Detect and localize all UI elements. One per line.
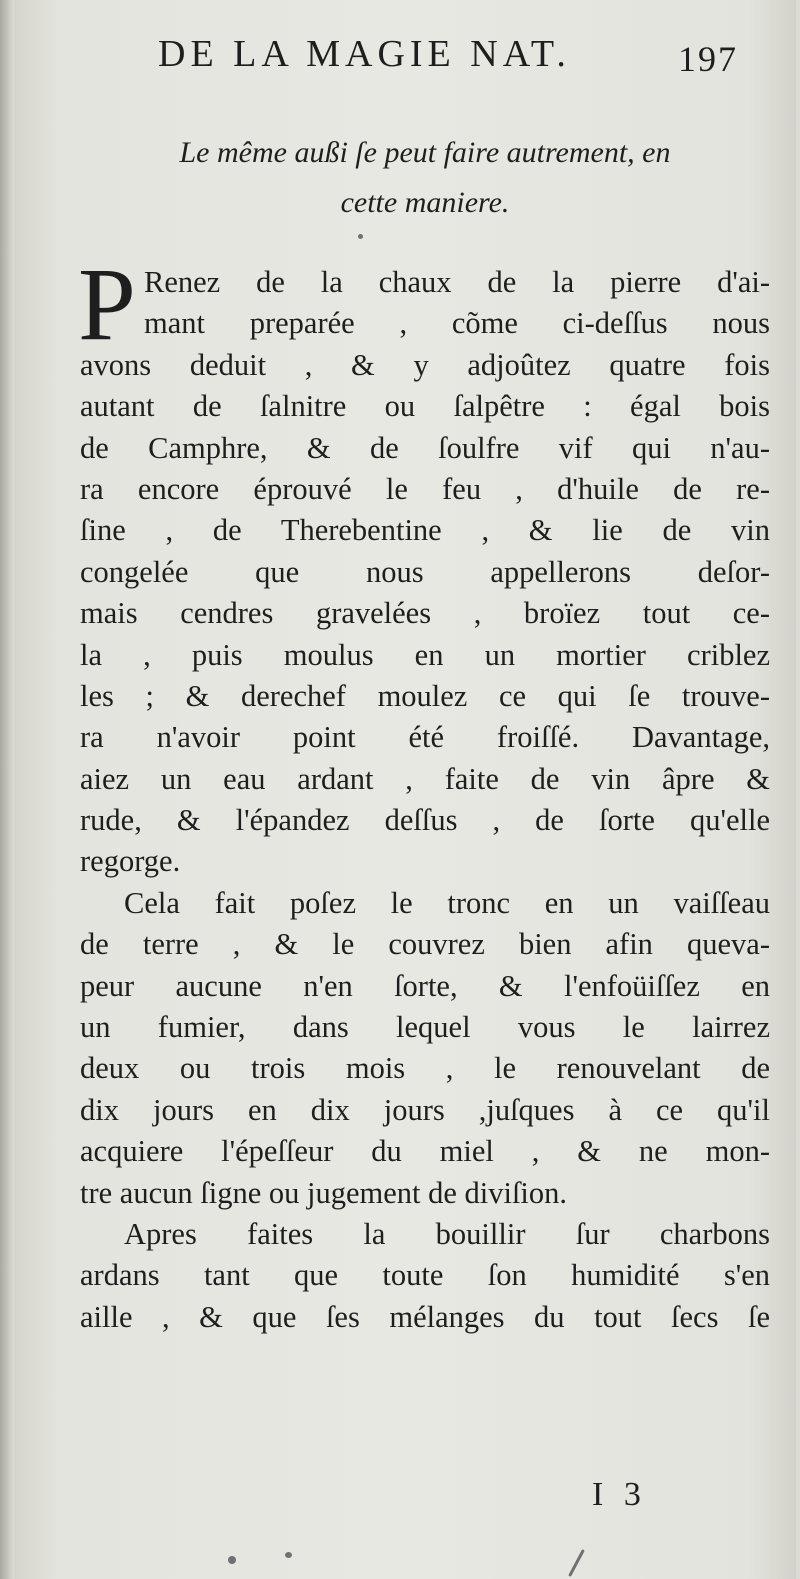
page-number: 197: [678, 39, 738, 79]
body-text: [78, 247, 770, 1338]
text-line: la , puis moulus en un mortier criblez: [80, 637, 770, 672]
section-heading: [80, 128, 770, 228]
text-line: autant de ſalnitre ou ſalpêtre : égal bois: [80, 389, 770, 424]
text-line: peur aucune n'en ſorte, & l'enfoüiſſez en: [80, 968, 770, 1003]
text-line: regorge.: [80, 844, 181, 879]
text-line: tre aucun ſigne ou jugement de diviſion.: [80, 1175, 568, 1210]
text-line: congelée que nous appellerons deſor-: [80, 554, 770, 589]
text-line: ra n'avoir point été froiſſé. Davantage,: [80, 720, 770, 755]
text-line: les ; & derechef moulez ce qui ſe trouve-: [80, 678, 770, 713]
text-line: deux ou trois mois , le renouvelant de: [80, 1051, 770, 1086]
text-line: aille , & que ſes mélanges du tout ſecs ſe: [80, 1299, 770, 1334]
text-line: Renez de la chaux de la pierre d'ai-: [144, 265, 770, 299]
text-line: mais cendres gravelées , broïez tout ce-: [80, 596, 770, 631]
text-line: acquiere l'épeſſeur du miel , & ne mon-: [80, 1134, 770, 1169]
signature-mark: I 3: [592, 1476, 647, 1513]
text-line: ardans tant que toute ſon humidité s'en: [80, 1258, 770, 1293]
paper-speck: [285, 1552, 292, 1558]
section-heading-line-2: cette maniere.: [340, 186, 510, 219]
text-line: ſine , de Therebentine , & lie de vin: [80, 513, 770, 548]
text-line: de Camphre, & de ſoulfre vif qui n'au-: [80, 430, 770, 465]
text-line: aiez un eau ardant , faite de vin âpre &: [80, 761, 770, 796]
paper-speck: [228, 1556, 236, 1564]
text-line: de terre , & le couvrez bien afin queva-: [80, 927, 770, 962]
drop-cap: P: [78, 247, 136, 362]
text-line: ra encore éprouvé le feu , d'huile de re-: [80, 471, 770, 506]
text-line: rude, & l'épandez deſſus , de ſorte qu'elle: [80, 803, 770, 838]
paper-speck: [358, 234, 363, 239]
running-head: [0, 22, 800, 82]
text-line: mant preparée , cõme ci-deſſus nous: [144, 306, 770, 341]
page-gutter-shadow: [0, 0, 14, 1579]
section-heading-line-1: Le même außi ſe peut faire autrement, en: [179, 136, 671, 169]
text-line: dix jours en dix jours ,juſques à ce qu'il: [80, 1092, 770, 1127]
text-line: avons deduit , & y adjoûtez quatre fois: [80, 347, 770, 382]
running-head-title: DE LA MAGIE NAT.: [158, 33, 571, 75]
text-line: Cela fait poſez le tronc en un vaiſſeau: [124, 885, 770, 920]
text-line: Apres faites la bouillir ſur charbons: [124, 1216, 770, 1251]
text-line: un fumier, dans lequel vous le lairrez: [80, 1010, 770, 1045]
